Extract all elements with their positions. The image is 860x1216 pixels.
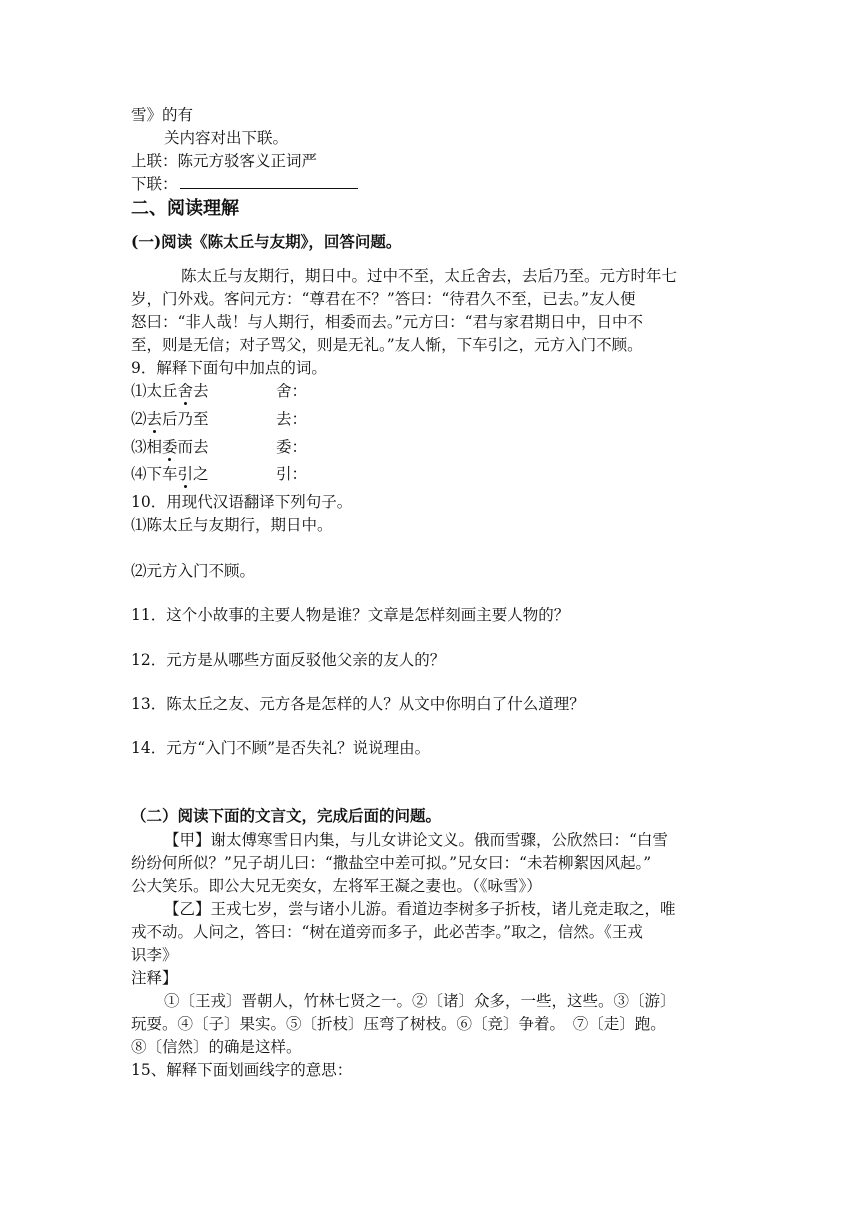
passage-yi-line: 戎不动。人问之，答曰：“树在道旁而多子，此必苦李。”取之，信然。《王戎 xyxy=(131,923,643,941)
q9-item-text: ⑴太丘 xyxy=(131,382,178,400)
passage-jia-line: 【甲】谢太傅寒雪日内集，与儿女讲论文义。俄而雪骤，公欣然曰：“白雪 xyxy=(164,831,668,849)
question-15: 15、解释下面划画线字的意思： xyxy=(131,1061,353,1079)
question-11: 11．这个小故事的主要人物是谁？文章是怎样刻画主要人物的？ xyxy=(131,606,570,624)
question-12: 12．元方是从哪些方面反驳他父亲的友人的？ xyxy=(131,651,446,669)
question-10: 10．用现代汉语翻译下列句子。 xyxy=(131,493,353,511)
q9-item-text: ⑶相 xyxy=(131,438,163,456)
answer-blank[interactable] xyxy=(180,173,358,189)
q9-item-text: ⑷下车 xyxy=(131,465,178,483)
part1-title: (一)阅读《陈太丘与友期》，回答问题。 xyxy=(131,232,402,251)
passage-yi-line: 识李》 xyxy=(131,946,178,964)
q9-item xyxy=(131,408,431,430)
couplet-upper: 上联：陈元方驳客义正词严 xyxy=(131,152,318,170)
q9-item-text: 后乃至 xyxy=(162,410,209,428)
section-heading: 二、阅读理解 xyxy=(131,198,239,219)
q9-answer-label: 舍： xyxy=(276,382,308,400)
passage-jia-line: 公大笑乐。即公大兄无奕女，左将军王凝之妻也。（《咏雪》） xyxy=(131,877,542,895)
couplet-lower-label: 下联： xyxy=(131,175,178,193)
q9-item xyxy=(131,436,431,458)
notes-line: 玩耍。④〔子〕果实。⑤〔折枝〕压弯了树枝。⑥〔竞〕争着。 ⑦〔走〕跑。 xyxy=(131,1015,666,1033)
question-13: 13．陈太丘之友、元方各是怎样的人？从文中你明白了什么道理？ xyxy=(131,695,585,713)
dotted-word: 引 xyxy=(177,465,194,483)
passage1-line: 至，则是无信；对子骂父，则是无礼。”友人惭，下车引之，元方入门不顾。 xyxy=(131,336,643,354)
notes-line: ⑧〔信然〕的确是这样。 xyxy=(131,1038,302,1056)
q9-item-text: 而去 xyxy=(177,438,209,456)
q9-item xyxy=(131,380,431,402)
dotted-word: 去 xyxy=(146,410,163,428)
text-line: 雪》的有 xyxy=(131,106,194,124)
passage1-line: 怒曰：“非人哉！与人期行，相委而去。”元方曰：“君与家君期日中，日中不 xyxy=(131,313,644,331)
dotted-word: 舍 xyxy=(177,382,194,400)
passage-yi-line: 【乙】王戎七岁，尝与诸小儿游。看道边李树多子折枝，诸儿竞走取之，唯 xyxy=(164,900,676,918)
question-10-2: ⑵元方入门不顾。 xyxy=(131,562,256,580)
q9-item-text: 之 xyxy=(193,465,209,483)
couplet-lower xyxy=(131,173,358,195)
question-9: 9．解释下面句中加点的词。 xyxy=(131,359,327,377)
text-line: 关内容对出下联。 xyxy=(164,129,289,147)
notes-line: ①〔王戎〕晋朝人，竹林七贤之一。②〔诸〕众多，一些，这些。③〔游〕 xyxy=(164,992,676,1010)
q9-item-text: ⑵ xyxy=(131,410,147,428)
passage1-line: 岁，门外戏。客问元方：“尊君在不？”答曰：“待君久不至，已去。”友人便 xyxy=(131,290,636,308)
question-14: 14．元方“入门不顾”是否失礼？说说理由。 xyxy=(131,739,431,757)
part2-title: （二）阅读下面的文言文，完成后面的问题。 xyxy=(131,806,442,825)
q9-answer-label: 引： xyxy=(276,465,308,483)
passage1-line: 陈太丘与友期行，期日中。过中不至，太丘舍去，去后乃至。元方时年七 xyxy=(181,267,678,285)
q9-item-text: 去 xyxy=(193,382,209,400)
q9-item xyxy=(131,463,431,485)
q9-answer-label: 委： xyxy=(276,438,308,456)
question-10-1: ⑴陈太丘与友期行，期日中。 xyxy=(131,516,333,534)
dotted-word: 委 xyxy=(162,438,178,456)
passage-jia-line: 纷纷何所似？”兄子胡儿曰：“撒盐空中差可拟。”兄女曰：“未若柳絮因风起。” xyxy=(131,854,652,872)
notes-label: 注释】 xyxy=(131,969,178,987)
q9-answer-label: 去： xyxy=(276,410,308,428)
